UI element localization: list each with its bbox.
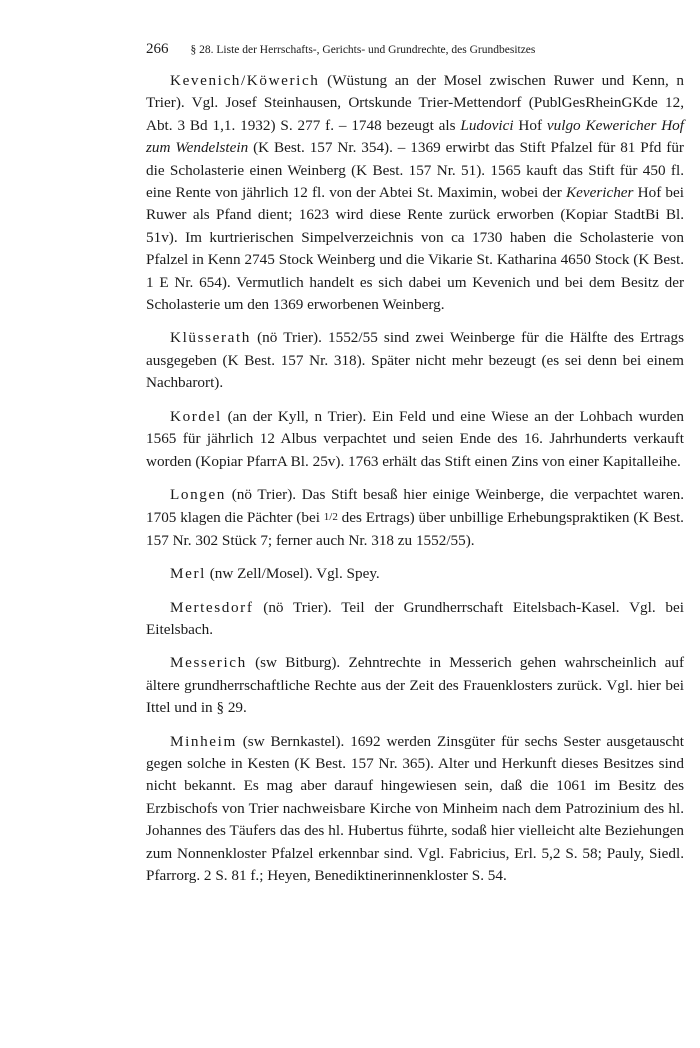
page-number: 266 <box>146 41 169 57</box>
entry-mertesdorf: Mertesdorf (nö Trier). Teil der Grundherrschaft Eitelsbach-Kasel. Vgl. bei Eitelsbach. <box>146 598 684 638</box>
entry-keyword: Klüsserath <box>170 329 251 347</box>
entry-keyword: Kordel <box>170 407 222 425</box>
entry-kordel: Kordel (an der Kyll, n Trier). Ein Feld und eine Wiese an der Lohbach wurden 1565 für jährlich 12 Albus verpachtet und seien Ende des 16. Jahrhunderts verkauft worden (Kopiar PfarrA Bl. 25v). 1763 erhält das Stift einen Zins von einer Kapitalleihe. <box>146 407 684 470</box>
entry-minheim: Minheim (sw Bernkastel). 1692 werden Zinsgüter für sechs Sester ausgetauscht gegen solche in Kesten (K Best. 157 Nr. 365). Alter und Herkunft dieses Besitzes sind nicht bekannt. Es mag aber darauf hingewiesen sein, daß die 1061 im Besitz des Erzbischofs von Trier nachweisbare Kirche von Minheim nach dem Patrozinium des hl. Johannes des Täufers das des hl. Hubertus führte, sodaß hier vielleicht alte Beziehungen zum Nonnenkloster Pfalzel erkennbar sind. Vgl. Fabricius, Erl. 5,2 S. 58; Pauly, Siedl. Pfarrorg. 2 S. 81 f.; Heyen, Benediktinerinnenkloster S. 54. <box>146 732 684 884</box>
entry-longen: Longen (nö Trier). Das Stift besaß hier einige Weinberge, die verpachtet waren. 1705 klagen die Pächter (bei 1/2 des Ertrags) über unbillige Erhebungspraktiken (K Best. 157 Nr. 302 Stück 7; ferner auch Nr. 318 zu 1552/55). <box>146 485 684 549</box>
entry-keyword: Longen <box>170 485 226 503</box>
running-head <box>146 40 666 59</box>
entry-keyword: Mertesdorf <box>170 598 254 616</box>
section-title: § 28. Liste der Herrschafts-, Gerichts- und Grundrechte, des Grundbesitzes <box>190 44 536 56</box>
text-body <box>146 70 684 898</box>
entry-messerich: Messerich (sw Bitburg). Zehntrechte in Messerich gehen wahrscheinlich auf ältere grundherrschaftliche Rechte aus der Zeit des Frauenklosters zurück. Vgl. hier bei Ittel und in § 29. <box>146 654 684 717</box>
entry-keyword: Merl <box>170 565 206 583</box>
entry-kevenich: Kevenich/Köwerich (Wüstung an der Mosel zwischen Ruwer und Kenn, n Trier). Vgl. Josef Steinhausen, Ortskunde Trier-Mettendorf (PublGesRheinGKde 12, Abt. 3 Bd 1,1. 1932) S. 277 f. – 1748 bezeugt als Ludovici Hof vulgo Kewericher Hof zum Wendelstein (K Best. 157 Nr. 354). – 1369 erwirbt das Stift Pfalzel für 81 Pfd für die Scholasterie einen Weinberg (K Best. 157 Nr. 51). 1565 kauft das Stift für 450 fl. eine Rente von jährlich 12 fl. von der Abtei St. Maximin, wobei der Kevericher Hof bei Ruwer als Pfand dient; 1623 wird diese Rente zurück erworben (Kopiar StadtBi Bl. 51v). Im kurtrierischen Simpelverzeichnis von ca 1730 haben die Scholasterie von Pfalzel in Kenn 2745 Stock Weinberg und die Vikarie St. Katharina 4650 Stock (K Best. 1 E Nr. 654). Vermutlich handelt es sich dabei um Kevenich und bei dem Besitz der Scholasterie um den 1369 erworbenen Weinberg. <box>146 72 684 314</box>
entry-keyword: Messerich <box>170 654 247 672</box>
entry-keyword: Minheim <box>170 732 237 750</box>
entry-kluesserath: Klüsserath (nö Trier). 1552/55 sind zwei Weinberge für die Hälfte des Ertrags ausgegeben (K Best. 157 Nr. 318). Später nicht mehr bezeugt (es sei denn bei einem Nachbarort). <box>146 329 684 392</box>
entry-merl: Merl (nw Zell/Mosel). Vgl. Spey. <box>170 565 380 583</box>
fraction: 1/2 <box>323 511 338 524</box>
entry-keyword: Kevenich/Köwerich <box>170 72 320 89</box>
